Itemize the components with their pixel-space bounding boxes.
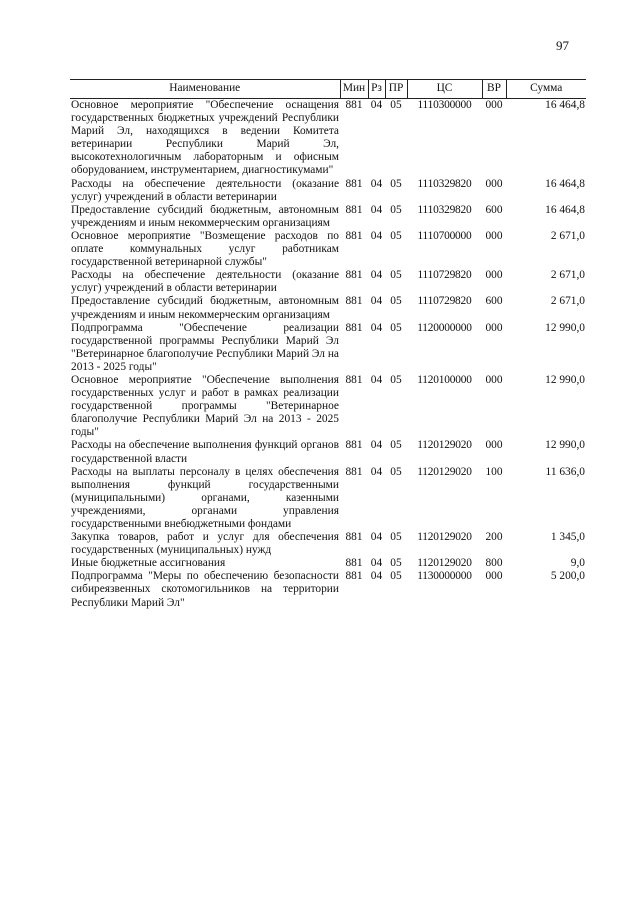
cell-name: Расходы на обеспечение выполнения функций органов государственной власти — [71, 439, 339, 465]
header-name: Наименование — [70, 80, 340, 99]
cell-rz: 04 — [370, 570, 383, 583]
cell-sum: 5 200,0 — [550, 570, 585, 583]
cell-vr: 000 — [485, 99, 503, 111]
cell-min: 881 — [345, 203, 363, 216]
cell-min: 881 — [345, 295, 363, 308]
cell-rz: 04 — [370, 465, 383, 478]
cell-min: 881 — [345, 99, 363, 111]
cell-min: 881 — [345, 531, 363, 544]
table-row — [70, 466, 586, 531]
cell-pr: 05 — [390, 177, 402, 190]
cell-name: Иные бюджетные ассигнования — [71, 557, 226, 570]
cell-sum: 9,0 — [570, 557, 585, 570]
cell-vr: 000 — [485, 269, 503, 282]
table-row — [70, 295, 586, 321]
cell-name: Основное мероприятие "Возмещение расходов по оплате коммунальных услуг работникам государственной ветеринарной службы" — [71, 229, 339, 269]
cell-pr: 05 — [390, 465, 402, 478]
table-row — [70, 439, 586, 465]
cell-pr: 05 — [390, 557, 402, 570]
table-row — [70, 531, 586, 557]
cell-rz: 04 — [370, 99, 383, 111]
cell-name: Расходы на обеспечение деятельности (оказание услуг) учреждений в области ветеринарии — [71, 269, 339, 295]
cell-vr: 600 — [485, 295, 503, 308]
cell-rz: 04 — [370, 321, 383, 334]
cell-rz: 04 — [370, 439, 383, 452]
cell-pr: 05 — [390, 229, 402, 242]
cell-name: Предоставление субсидий бюджетным, автономным учреждениям и иным некоммерческим организациям — [71, 203, 339, 229]
table-row — [70, 570, 586, 609]
cell-min: 881 — [345, 557, 363, 570]
table-row — [70, 374, 586, 439]
header-sum: Сумма — [506, 80, 586, 99]
cell-cs: 1120100000 — [417, 373, 472, 386]
cell-vr: 200 — [485, 531, 503, 544]
table-row — [70, 204, 586, 230]
cell-sum: 2 671,0 — [550, 269, 585, 282]
table-row — [70, 99, 586, 178]
cell-rz: 04 — [370, 269, 383, 282]
cell-pr: 05 — [390, 321, 402, 334]
cell-sum: 1 345,0 — [550, 531, 585, 544]
cell-min: 881 — [345, 373, 363, 386]
cell-rz: 04 — [370, 203, 383, 216]
cell-vr: 000 — [485, 439, 503, 452]
cell-min: 881 — [345, 177, 363, 190]
cell-rz: 04 — [370, 373, 383, 386]
cell-rz: 04 — [370, 295, 383, 308]
cell-min: 881 — [345, 570, 363, 583]
cell-pr: 05 — [390, 373, 402, 386]
cell-sum: 2 671,0 — [550, 295, 585, 308]
table-body — [70, 99, 586, 610]
cell-cs: 1110329820 — [417, 177, 472, 190]
table-row — [70, 178, 586, 204]
table-row — [70, 322, 586, 374]
header-cs: ЦС — [407, 80, 482, 99]
cell-rz: 04 — [370, 557, 383, 570]
cell-cs: 1110300000 — [417, 99, 472, 111]
cell-pr: 05 — [390, 531, 402, 544]
cell-pr: 05 — [390, 99, 402, 111]
table-row — [70, 269, 586, 295]
cell-min: 881 — [345, 439, 363, 452]
cell-min: 881 — [345, 465, 363, 478]
header-vr: ВР — [482, 80, 506, 99]
cell-cs: 1110700000 — [417, 229, 472, 242]
cell-rz: 04 — [370, 531, 383, 544]
cell-cs: 1110729820 — [417, 269, 472, 282]
table-row — [70, 230, 586, 269]
cell-vr: 600 — [485, 203, 503, 216]
cell-pr: 05 — [390, 570, 402, 583]
table-row — [70, 557, 586, 570]
cell-name: Расходы на обеспечение деятельности (оказание услуг) учреждений в области ветеринарии — [71, 177, 339, 203]
cell-vr: 000 — [485, 321, 503, 334]
cell-pr: 05 — [390, 439, 402, 452]
cell-sum: 12 990,0 — [545, 373, 585, 386]
cell-pr: 05 — [390, 295, 402, 308]
header-pr: ПР — [385, 80, 407, 99]
cell-vr: 100 — [485, 465, 503, 478]
cell-sum: 16 464,8 — [545, 99, 585, 111]
cell-cs: 1120000000 — [417, 321, 472, 334]
table-header-row — [70, 80, 586, 99]
cell-cs: 1110729820 — [417, 295, 472, 308]
cell-sum: 12 990,0 — [545, 321, 585, 334]
cell-name: Подпрограмма "Меры по обеспечению безопасности сибиреязвенных скотомогильников на территории Республики Марий Эл" — [71, 570, 339, 609]
cell-cs: 1120129020 — [417, 465, 472, 478]
cell-sum: 16 464,8 — [545, 203, 585, 216]
cell-vr: 000 — [485, 373, 503, 386]
cell-rz: 04 — [370, 229, 383, 242]
cell-sum: 11 636,0 — [545, 465, 585, 478]
cell-name: Расходы на выплаты персоналу в целях обеспечения выполнения функций государственными (муниципальными) органами, казенными учреждениями, органами управления государственными внебюджетными фондами — [71, 465, 339, 530]
cell-name: Основное мероприятие "Обеспечение оснащения государственных бюджетных учреждений Республики Марий Эл, находящихся в ведении Комитета ветеринарии Республики Марий Эл, высокотехнологичным лабораторным и офисным оборудованием, инструментарием, диагностикумами" — [71, 99, 339, 177]
cell-min: 881 — [345, 269, 363, 282]
cell-min: 881 — [345, 321, 363, 334]
cell-name: Основное мероприятие "Обеспечение выполнения государственных услуг и работ в рамках реализации государственной программы "Ветеринарное благополучие Республики Марий Эл на 2013 - 2025 годы" — [71, 373, 339, 439]
cell-cs: 1120129020 — [417, 439, 472, 452]
cell-cs: 1120129020 — [417, 531, 472, 544]
cell-name: Закупка товаров, работ и услуг для обеспечения государственных (муниципальных) нужд — [71, 531, 339, 557]
cell-pr: 05 — [390, 203, 402, 216]
cell-name: Подпрограмма "Обеспечение реализации государственной программы Республики Марий Эл "Ветеринарное благополучие Республики Марий Эл на 2013 - 2025 годы" — [71, 321, 339, 373]
cell-sum: 2 671,0 — [550, 229, 585, 242]
header-min: Мин — [340, 80, 368, 99]
cell-vr: 000 — [485, 177, 503, 190]
cell-cs: 1120129020 — [417, 557, 472, 570]
cell-name: Предоставление субсидий бюджетным, автономным учреждениям и иным некоммерческим организациям — [71, 295, 339, 321]
cell-sum: 12 990,0 — [545, 439, 585, 452]
cell-vr: 800 — [485, 557, 503, 570]
page-number: 97 — [556, 38, 569, 53]
cell-rz: 04 — [370, 177, 383, 190]
cell-sum: 16 464,8 — [545, 177, 585, 190]
cell-cs: 1110329820 — [417, 203, 472, 216]
cell-pr: 05 — [390, 269, 402, 282]
cell-cs: 1130000000 — [417, 570, 472, 583]
budget-table — [70, 79, 586, 610]
cell-vr: 000 — [485, 570, 503, 583]
cell-vr: 000 — [485, 229, 503, 242]
cell-min: 881 — [345, 229, 363, 242]
header-rz: Рз — [368, 80, 385, 99]
